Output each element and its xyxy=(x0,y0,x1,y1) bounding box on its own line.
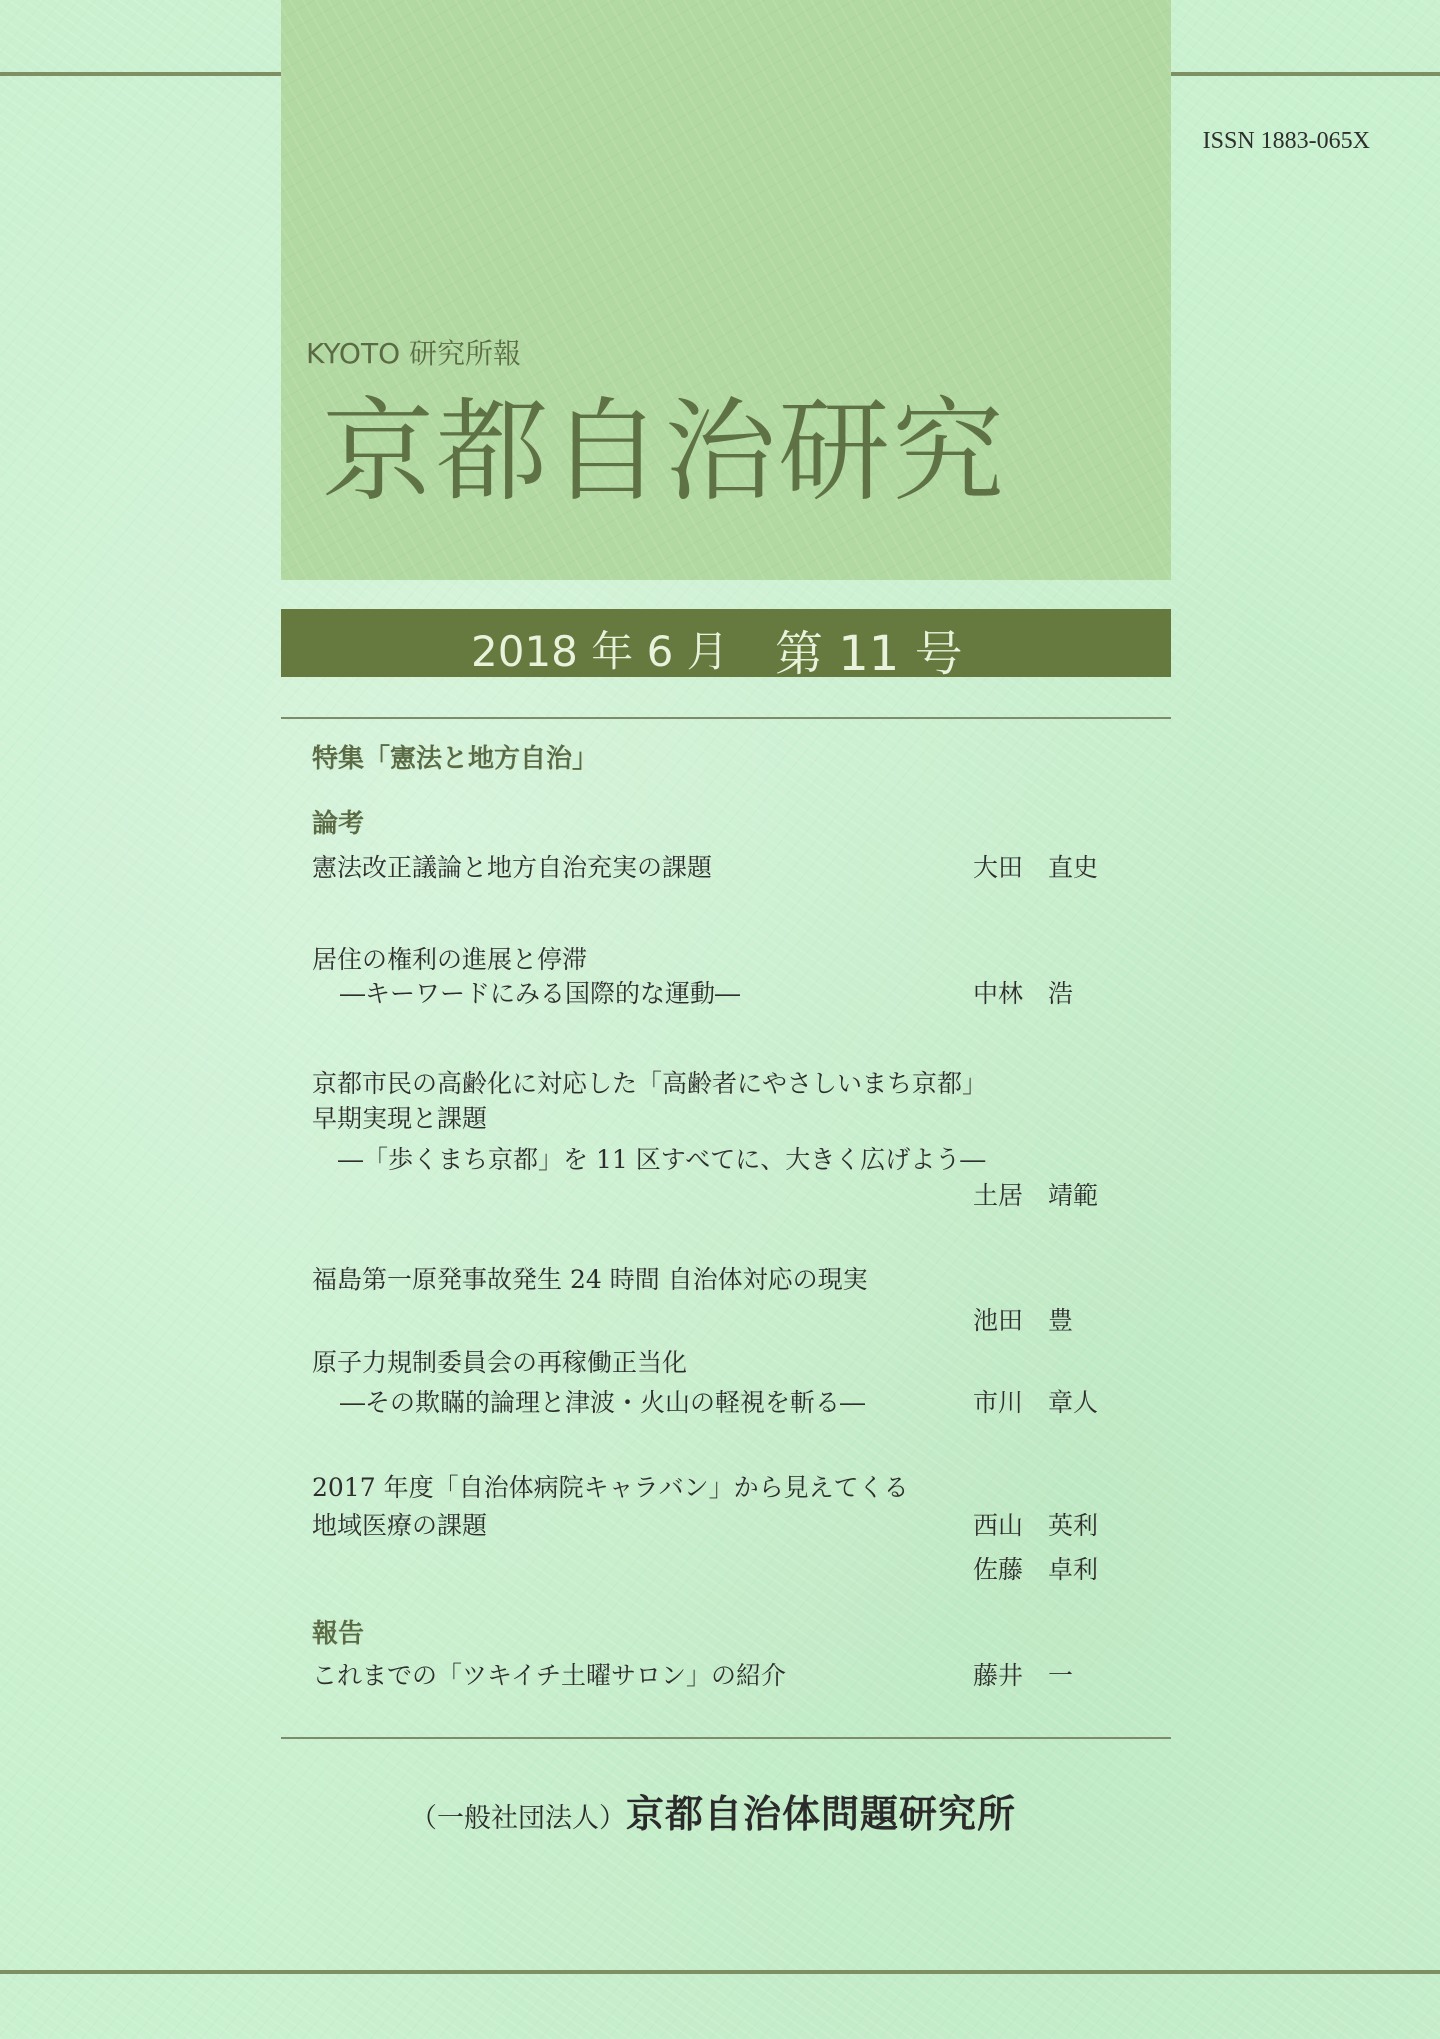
series-label: KYOTO 研究所報 xyxy=(306,337,522,370)
article-author: 中林 浩 xyxy=(973,979,1074,1008)
report-heading: 報告 xyxy=(312,1619,365,1649)
article-author: 大田 直史 xyxy=(973,853,1099,882)
contents-top-rule xyxy=(281,717,1171,719)
report-author: 藤井 一 xyxy=(973,1661,1074,1690)
issn: ISSN 1883-065X xyxy=(1202,128,1370,154)
articles-heading: 論考 xyxy=(312,809,365,839)
journal-title: 京都自治研究 xyxy=(322,387,1006,517)
publisher-name: 京都自治体問題研究所 xyxy=(626,1791,1017,1836)
article-author: 市川 章人 xyxy=(973,1388,1099,1417)
issue-bar xyxy=(281,609,1171,682)
article-title: 憲法改正議論と地方自治充実の課題 xyxy=(312,853,713,882)
publisher-prefix: （一般社団法人） xyxy=(410,1803,626,1834)
article-title-continued: 地域医療の課題 xyxy=(312,1511,488,1540)
article-author-second: 佐藤 卓利 xyxy=(973,1555,1099,1584)
contents-bottom-rule xyxy=(281,1737,1171,1739)
article-title: 原子力規制委員会の再稼働正当化 xyxy=(312,1348,688,1377)
article-title: 居住の権利の進展と停滞 xyxy=(312,945,588,974)
issue-number: 第 11 号 xyxy=(775,626,963,682)
article-subtitle: ―その欺瞞的論理と津波・火山の軽視を斬る― xyxy=(340,1388,866,1417)
article-author: 池田 豊 xyxy=(973,1306,1074,1335)
article-author: 土居 靖範 xyxy=(973,1181,1099,1210)
bottom-rule xyxy=(0,1970,1440,1974)
article-title: 京都市民の高齢化に対応した「高齢者にやさしいまち京都」 xyxy=(312,1069,988,1098)
article-subtitle: ―キーワードにみる国際的な運動― xyxy=(340,979,741,1008)
publisher xyxy=(410,1783,1016,1838)
article-author: 西山 英利 xyxy=(973,1511,1099,1540)
article-subtitle: ―「歩くまち京都」を 11 区すべてに、大きく広げよう― xyxy=(338,1145,986,1174)
feature-heading: 特集「憲法と地方自治」 xyxy=(312,744,599,774)
article-title: 2017 年度「自治体病院キャラバン」から見えてくる xyxy=(312,1473,909,1502)
issue-date: 2018 年 6 月 xyxy=(471,627,729,676)
article-title: 福島第一原発事故発生 24 時間 自治体対応の現実 xyxy=(312,1265,868,1294)
article-title-continued: 早期実現と課題 xyxy=(312,1104,488,1133)
report-title: これまでの「ツキイチ土曜サロン」の紹介 xyxy=(312,1661,787,1690)
